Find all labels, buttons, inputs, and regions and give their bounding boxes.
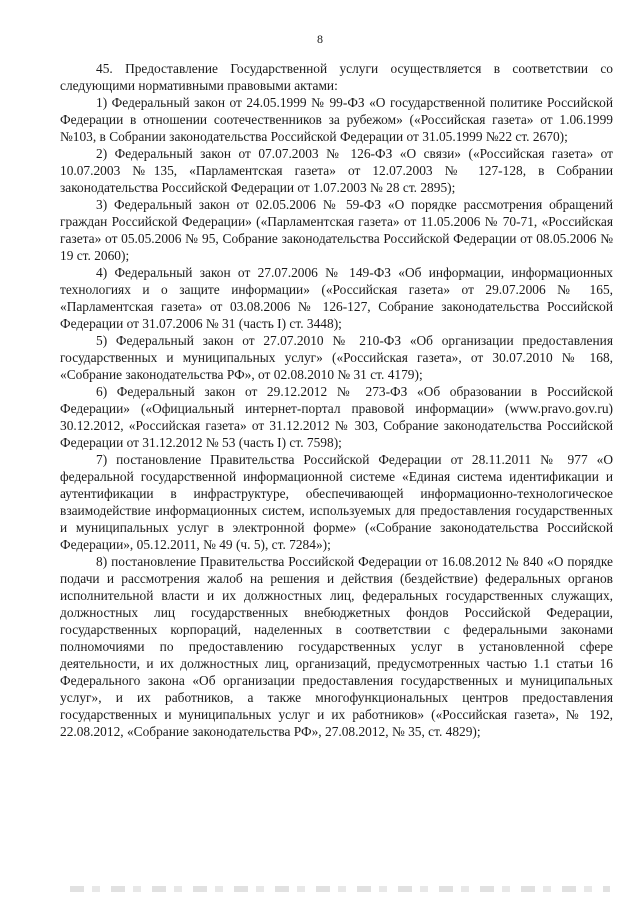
list-item-7: 7) постановление Правительства Российской Федерации от 28.11.2011 № 977 «О федеральной государственной информационной системе «Единая система идентификации и аутентификации в инфраструктуре, обеспечивающей информационно-технологическое взаимодействие информационных систем, используемых для предоставления государственных и муниципальных услуг в электронной форме» («Собрание законодательства Российской Федерации», 05.12.2011, № 49 (ч. 5), ст. 7284»); <box>60 452 613 552</box>
paragraph-intro: 45. Предоставление Государственной услуги осуществляется в соответствии со следующими нормативными правовыми актами: <box>60 61 613 93</box>
list-item-3: 3) Федеральный закон от 02.05.2006 № 59-ФЗ «О порядке рассмотрения обращений граждан Российской Федерации» («Парламентская газета» от 11.05.2006 № 70-71, «Российская газета» от 05.05.2006 № 95, Собрание законодательства Российской Федерации от 08.05.2006 № 19 ст. 2060); <box>60 197 613 263</box>
scan-artifact-strip <box>70 886 610 892</box>
document-body <box>60 60 613 740</box>
list-item-1: 1) Федеральный закон от 24.05.1999 № 99-ФЗ «О государственной политике Российской Федерации в отношении соотечественников за рубежом» («Российская газета» от 1.06.1999 №103, в Собрании законодательства Российской Федерации от 31.05.1999 №22 ст. 2670); <box>60 95 613 144</box>
list-item-6: 6) Федеральный закон от 29.12.2012 № 273-ФЗ «Об образовании в Российской Федерации» («Официальный интернет-портал правовой информации» (www.pravo.gov.ru) 30.12.2012, «Российская газета» от 31.12.2012 № 303, Собрание законодательства Российской Федерации от 31.12.2012 № 53 (часть I) ст. 7598); <box>60 384 613 450</box>
page-number: 8 <box>317 32 323 46</box>
list-item-4: 4) Федеральный закон от 27.07.2006 № 149-ФЗ «Об информации, информационных технологиях и о защите информации» («Российская газета» от 29.07.2006 № 165, «Парламентская газета» от 03.08.2006 № 126-127, Собрание законодательства Российской Федерации от 31.07.2006 № 31 (часть I) ст. 3448); <box>60 265 613 331</box>
list-item-2: 2) Федеральный закон от 07.07.2003 № 126-ФЗ «О связи» («Российская газета» от 10.07.2003 №135, «Парламентская газета» от 12.07.2003 № 127-128, в Собрании законодательства Российской Федерации от 1.07.2003 № 28 ст. 2895); <box>60 146 613 195</box>
list-item-5: 5) Федеральный закон от 27.07.2010 № 210-ФЗ «Об организации предоставления государственных и муниципальных услуг» («Российская газета», от 30.07.2010 № 168, «Собрание законодательства РФ», от 02.08.2010 № 31 ст. 4179); <box>60 333 613 382</box>
list-item-8: 8) постановление Правительства Российской Федерации от 16.08.2012 № 840 «О порядке подачи и рассмотрения жалоб на решения и действия (бездействие) федеральных органов исполнительной власти и их должностных лиц, федеральных государственных служащих, должностных лиц государственных внебюджетных фондов Российской Федерации, государственных корпораций, наделенных в соответствии с федеральными законами полномочиями по предоставлению государственных услуг в установленной сфере деятельности, и их должностных лиц, организаций, предусмотренных частью 1.1 статьи 16 Федерального закона «Об организации предоставления государственных и муниципальных услуг», и их работников, а также многофункциональных центров предоставления государственных и муниципальных услуг и их работников» («Российская газета», № 192, 22.08.2012, «Собрание законодательства РФ», 27.08.2012, № 35, ст. 4829); <box>60 554 613 739</box>
